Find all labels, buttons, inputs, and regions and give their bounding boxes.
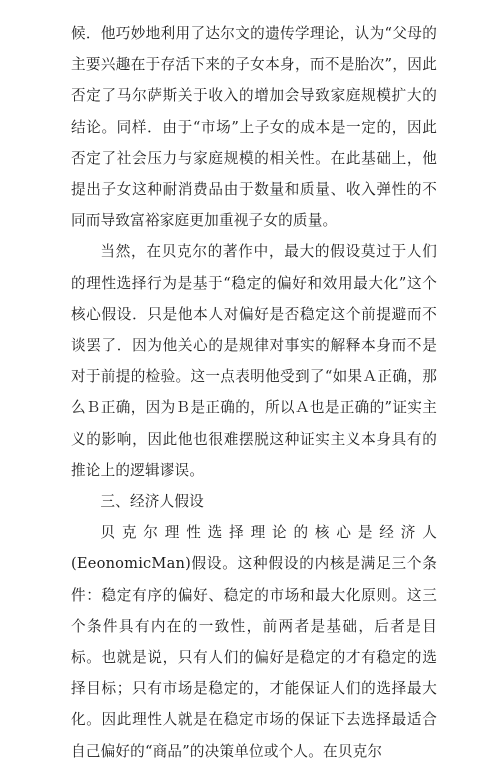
document-body xyxy=(71,18,437,767)
section-heading: 三、经济人假设 xyxy=(100,493,204,511)
paragraph-rational-choice: 当然，在贝克尔的著作中，最大的假设莫过于人们的理性选择行为是基于“稳定的偏好和效用最大化”这个核心假设．只是他本人对偏好是否稳定这个前提避而不谈罢了．因为他关心的是规律对事实的解释本身而不是对于前提的检验。这一点表明他受到了“如果Ａ正确，那么Ｂ正确，因为Ｂ是正确的，所以Ａ也是正确的”证实主义的影响，因此他也很难摆脱这种证实主义本身具有的推论上的逻辑谬误。 xyxy=(71,243,437,479)
paragraph-economic-man: 贝克尔理性选择理论的核心是经济人(EeonomicMan)假设。这种假设的内核是满足三个条件：稳定有序的偏好、稳定的市场和最大化原则。这三个条件具有内在的一致性，前两者是基础，后者是目标。也就是说，只有人们的偏好是稳定的才有稳定的选择目标；只有市场是稳定的，才能保证人们的选择最大化。因此理性人就是在稳定市场的保证下去选择最适合自己偏好的“商品”的决策单位或个人。在贝克尔 xyxy=(71,524,437,760)
paragraph-continuation: 候．他巧妙地利用了达尔文的遗传学理论，认为“父母的主要兴趣在于存活下来的子女本身，而不是胎次”，因此否定了马尔萨斯关于收入的增加会导致家庭规模扩大的结论。同样．由于“市场”上子女的成本是一定的，因此否定了社会压力与家庭规模的相关性。在此基础上，他提出子女这种耐消费品由于数量和质量、收入弹性的不同而导致富裕家庭更加重视子女的质量。 xyxy=(71,25,437,230)
